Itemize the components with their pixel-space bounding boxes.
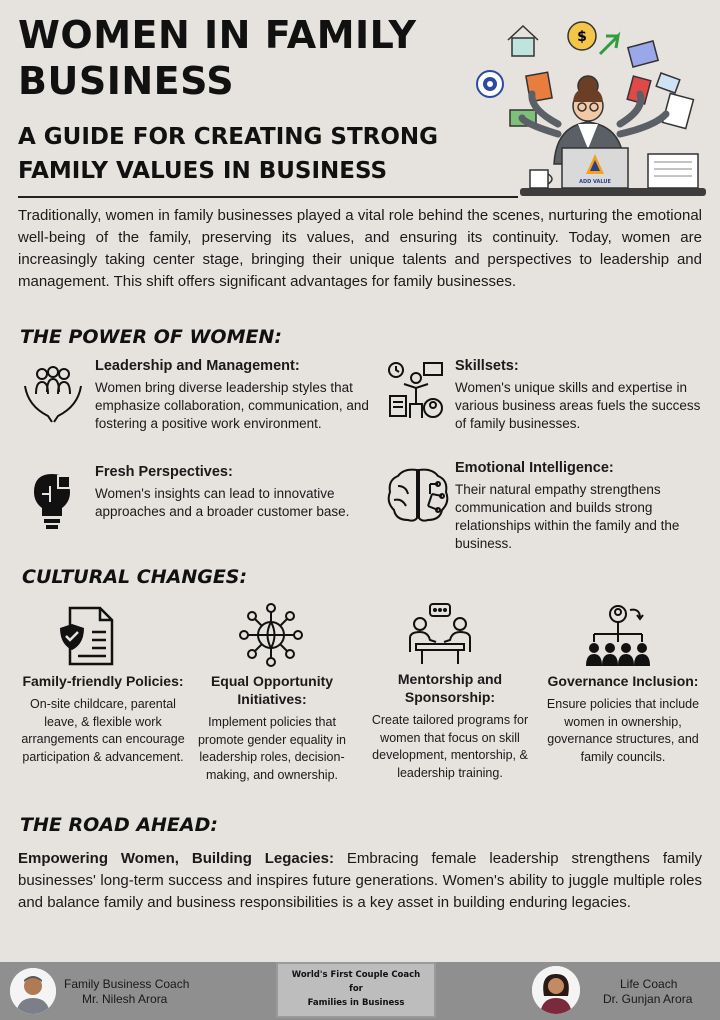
dollar-icon xyxy=(568,22,618,54)
cultural-item-body: Ensure policies that include women in ownership, governance structures, and family councils. xyxy=(546,697,700,764)
power-item-body: Women's insights can lead to innovative approaches and a broader customer base. xyxy=(95,486,350,519)
right-coach-name: Dr. Gunjan Arora xyxy=(603,992,693,1006)
road-heading: THE ROAD AHEAD: xyxy=(20,814,218,836)
power-item-title: Fresh Perspectives: xyxy=(95,464,233,480)
right-coach-role: Life Coach xyxy=(620,977,678,991)
governance-hierarchy-icon xyxy=(584,604,654,668)
cultural-item-body: Implement policies that promote gender equality in leadership roles, decision-making, and ownership. xyxy=(197,715,346,782)
intro-paragraph: Traditionally, women in family businesses played a vital role behind the scenes, nurturing the emotional well-being of the family, preserving its values, and ensuring its continuity. Today, women are increasingly taking center stage, bringing their unique talents and perspectives to leadership and management. This shift offers significant advantages for family businesses. xyxy=(18,207,702,290)
cultural-item-body: On-site childcare, parental leave, & flexible work arrangements can encourage participation & advancement. xyxy=(21,697,185,764)
multitasking-woman-illustration xyxy=(470,14,710,200)
svg-text:ADD VALUE: ADD VALUE xyxy=(579,179,611,185)
badge-line1: World's First Couple Coach xyxy=(291,970,421,980)
road-paragraph xyxy=(18,848,702,914)
svg-text:$: $ xyxy=(577,29,587,45)
cultural-item-title: Mentorship and Sponsorship: xyxy=(397,671,503,705)
power-heading: THE POWER OF WOMEN: xyxy=(20,326,282,348)
target-icon xyxy=(477,71,503,97)
page-subtitle: A GUIDE FOR CREATING STRONG FAMILY VALUES IN BUSINESS xyxy=(18,124,439,184)
power-item-title: Skillsets: xyxy=(455,358,519,374)
power-item-body: Women bring diverse leadership styles that emphasize collaboration, communication, and fostering a positive work environment. xyxy=(95,380,369,431)
avatar-nilesh xyxy=(10,968,56,1014)
cultural-item-equal xyxy=(196,672,348,784)
cultural-item-mentorship xyxy=(366,670,534,782)
global-network-icon xyxy=(238,602,304,668)
cultural-item-title: Equal Opportunity Initiatives: xyxy=(210,673,334,707)
cultural-item-title: Governance Inclusion: xyxy=(547,673,699,689)
cultural-item-body: Create tailored programs for women that focus on skill development, mentorship, & leadership training. xyxy=(371,713,529,780)
power-item-skillsets xyxy=(455,358,705,433)
cultural-item-family xyxy=(18,672,188,766)
power-item-title: Emotional Intelligence: xyxy=(455,460,614,476)
power-item-body: Their natural empathy strengthens communication and builds strong relationships within the family and the business. xyxy=(455,482,680,551)
power-item-title: Leadership and Management: xyxy=(95,358,300,374)
cultural-item-title: Family-friendly Policies: xyxy=(22,673,184,689)
left-coach-name: Mr. Nilesh Arora xyxy=(82,992,168,1006)
road-body: Embracing female leadership strengthens family businesses' long-term success and inspires future generations. Women's ability to juggle multiple roles and balance family and business responsibilities is a key asset in building enduring legacies. xyxy=(18,850,702,911)
folder-icon xyxy=(628,41,658,67)
house-icon xyxy=(508,26,538,56)
badge-line2: for xyxy=(349,984,363,994)
badge-line3: Families in Business xyxy=(307,998,405,1008)
leadership-hands-icon xyxy=(22,362,84,424)
page-title: WOMEN IN FAMILY BUSINESS xyxy=(18,13,417,103)
power-item-fresh xyxy=(95,464,380,521)
left-coach-role: Family Business Coach xyxy=(64,977,190,991)
lightbulb-puzzle-icon xyxy=(28,470,80,532)
couple-coach-badge xyxy=(276,962,436,1018)
avatar-gunjan xyxy=(532,966,580,1014)
cultural-item-governance xyxy=(544,672,702,766)
power-item-body: Women's unique skills and expertise in various business areas fuels the success of family businesses. xyxy=(455,380,701,431)
title-divider xyxy=(18,196,518,198)
power-item-emotional xyxy=(455,460,705,553)
mentorship-meeting-icon xyxy=(406,602,474,668)
road-lead: Empowering Women, Building Legacies: xyxy=(18,850,334,867)
skillset-person-icon xyxy=(386,360,446,420)
power-item-leadership xyxy=(95,358,380,433)
policy-document-icon xyxy=(56,604,120,668)
cultural-heading: CULTURAL CHANGES: xyxy=(22,566,248,588)
brain-icon xyxy=(386,466,450,524)
